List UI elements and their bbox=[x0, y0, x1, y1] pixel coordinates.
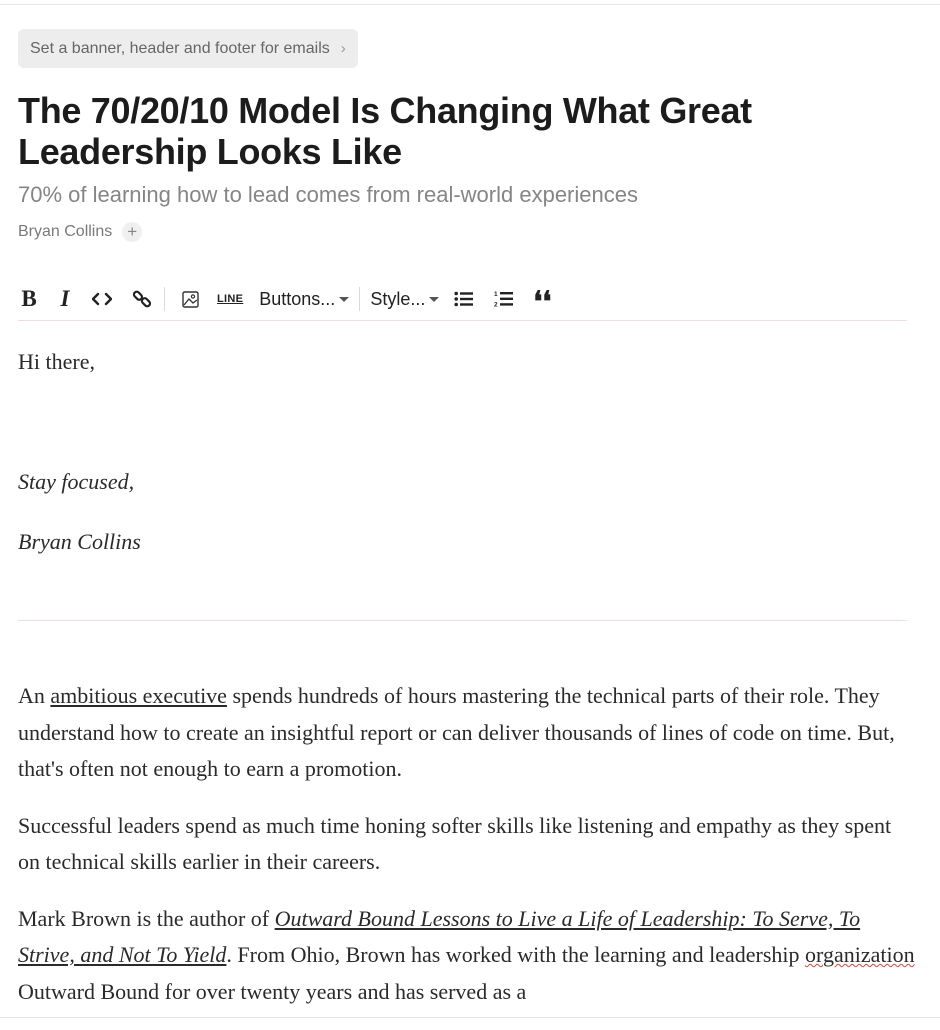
email-header-block[interactable] bbox=[18, 344, 907, 621]
post-body[interactable] bbox=[18, 678, 918, 1030]
body-paragraph bbox=[18, 901, 918, 1011]
bold-button[interactable]: B bbox=[21, 286, 37, 311]
top-border bbox=[0, 4, 940, 5]
body-paragraph: Successful leaders spend as much time honing softer skills like listening and empathy as they spent on technical skills earlier in their careers. bbox=[18, 812, 892, 874]
chevron-right-icon: › bbox=[340, 40, 346, 57]
caret-down-icon bbox=[429, 297, 439, 302]
author-name[interactable]: Bryan Collins bbox=[18, 223, 113, 240]
editor-toolbar bbox=[18, 278, 907, 321]
book-title-link[interactable]: Outward Bound Lessons to Live a Life of Leadership: To Serve, To Strive, and Not To Yield bbox=[18, 905, 861, 967]
toolbar-divider bbox=[359, 287, 360, 311]
email-banner-settings-button[interactable] bbox=[18, 29, 358, 68]
code-icon[interactable] bbox=[90, 283, 114, 315]
p3-rest: Outward Bound for over twenty years and has served as a bbox=[18, 978, 527, 1004]
email-signature: Bryan Collins bbox=[18, 529, 141, 554]
misspelled-word[interactable]: organization bbox=[805, 942, 915, 967]
horizontal-line-button[interactable]: LINE bbox=[217, 293, 244, 305]
style-dropdown-label: Style... bbox=[370, 288, 426, 309]
post-title[interactable]: The 70/20/10 Model Is Changing What Great Leadership Looks Like bbox=[18, 90, 752, 172]
p1-intro: An bbox=[18, 683, 51, 708]
italic-button[interactable]: I bbox=[60, 286, 70, 311]
svg-text:2: 2 bbox=[494, 301, 498, 308]
buttons-dropdown-label: Buttons... bbox=[259, 288, 336, 309]
p3-middle: . From Ohio, Brown has worked with the learning and leadership bbox=[226, 942, 806, 967]
p1-rest: spends hundreds of hours mastering the technical parts of their role. They understand how to create an insightful report or can deliver thousands of lines of code on time. But, that's often not enough to earn a promotion. bbox=[18, 683, 895, 781]
byline bbox=[18, 221, 142, 243]
quote-icon[interactable]: ❛❛ bbox=[533, 287, 552, 318]
bottom-border bbox=[0, 1017, 940, 1018]
add-author-button[interactable]: + bbox=[122, 222, 142, 242]
banner-button-label: Set a banner, header and footer for emails bbox=[30, 40, 330, 57]
post-subtitle[interactable]: 70% of learning how to lead comes from real-world experiences bbox=[18, 182, 638, 207]
bullet-list-icon[interactable] bbox=[453, 283, 475, 315]
ambitious-executive-link[interactable]: ambitious executive bbox=[50, 683, 227, 708]
style-dropdown[interactable] bbox=[370, 283, 439, 315]
toolbar-divider bbox=[164, 287, 165, 311]
body-paragraph bbox=[18, 678, 918, 788]
image-icon[interactable] bbox=[179, 283, 201, 315]
numbered-list-icon[interactable] bbox=[493, 283, 515, 315]
email-signoff: Stay focused, bbox=[18, 469, 135, 494]
caret-down-icon bbox=[339, 297, 349, 302]
p3-intro: Mark Brown is the author of bbox=[18, 905, 275, 931]
svg-text:1: 1 bbox=[494, 291, 498, 298]
link-icon[interactable] bbox=[130, 283, 154, 315]
buttons-dropdown[interactable] bbox=[259, 283, 349, 315]
email-greeting: Hi there, bbox=[18, 349, 95, 374]
